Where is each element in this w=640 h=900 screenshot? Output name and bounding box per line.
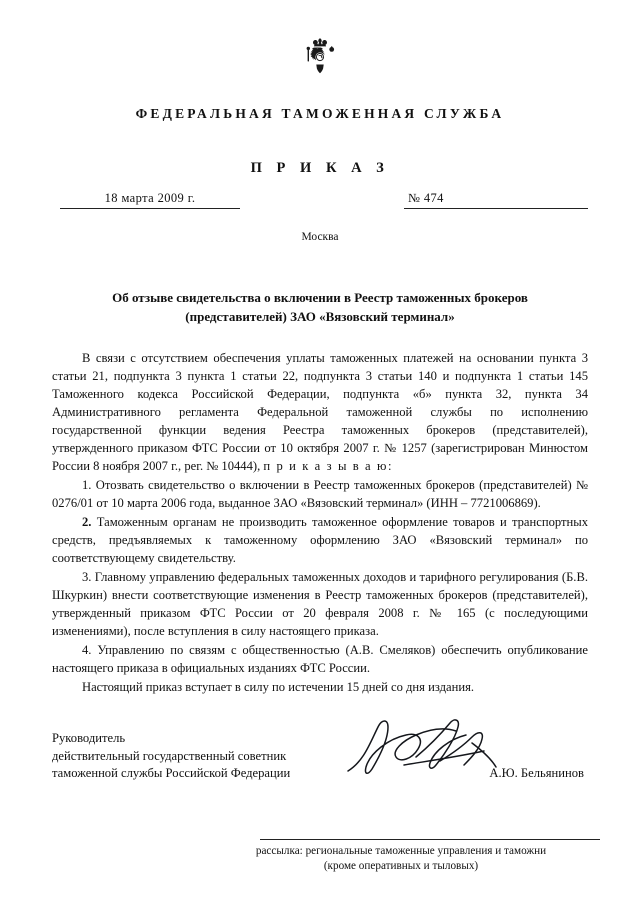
document-type-heading: П Р И К А З [250, 160, 390, 176]
document-date: 18 марта 2009 г. [60, 191, 240, 209]
signature-block [52, 730, 588, 784]
item-4-number: 4. [82, 642, 92, 657]
item-2-text: Таможенным органам не производить таможенное оформление товаров и транспортных средств, предъявляемых к таможенному оформлению ЗАО «Вязовский терминал» по соответствующему свидетельству. [52, 514, 588, 565]
signatory-title-line-1: Руководитель [52, 730, 126, 745]
document-subject [52, 289, 588, 327]
subject-line-2: (представителей) ЗАО «Вязовский терминал» [185, 308, 455, 324]
body-preamble [52, 349, 588, 475]
document-meta-row [52, 191, 588, 225]
preamble-text: В связи с отсутствием обеспечения уплаты таможенных платежей на основании пункта 3 статьи 21, подпункта 3 пункта 1 статьи 22, подпункта 3 статьи 140 и подпункта 1 статьи 145 Таможенного кодекса Российской Федерации, подпункта «б» пункта 32, пункта 34 Административного регламента Федеральной таможенной службы по исполнению государственной функции ведения Реестра таможенных брокеров (представителей), утвержденного приказом ФТС России от 10 октября 2007 г. № 1257 (зарегистрирован Минюстом России 8 ноября 2007 г., рег. № 10444), [52, 350, 588, 473]
subject-line-1: Об отзыве свидетельства о включении в Реестр таможенных брокеров [112, 290, 528, 305]
document-city: Москва [301, 231, 339, 243]
body-item-2 [52, 513, 588, 567]
body-effective-clause: Настоящий приказ вступает в силу по истечении 15 дней со дня издания. [82, 679, 475, 694]
signatory-title [52, 730, 352, 784]
footer-distribution [52, 844, 600, 874]
footer-divider [260, 839, 600, 840]
emblem-container [52, 36, 588, 90]
signatory-title-line-3: таможенной службы Российской Федерации [52, 766, 291, 781]
signatory-name: А.Ю. Бельянинов [489, 766, 584, 781]
item-4-text: Управлению по связям с общественностью (А.В. Смеляков) обеспечить опубликование настоящего приказа в официальных изданиях ФТС России. [52, 642, 588, 675]
document-body [52, 349, 588, 696]
agency-title: ФЕДЕРАЛЬНАЯ ТАМОЖЕННАЯ СЛУЖБА [135, 106, 505, 121]
russian-coat-of-arms-icon [302, 36, 338, 84]
document-footer [52, 839, 600, 874]
item-1-text: Отозвать свидетельство о включении в Реестр таможенных брокеров (представителей) № 0276/01 от 10 марта 2006 года, выданное ЗАО «Вязовский терминал» (ИНН – 7721006869). [52, 477, 588, 510]
footer-line-2: (кроме оперативных и тыловых) [323, 859, 479, 872]
order-word: п р и к а з ы в а ю: [263, 458, 394, 473]
body-item-1 [52, 476, 588, 512]
item-3-number: 3. [82, 569, 92, 584]
handwritten-signature-icon [344, 713, 504, 791]
body-item-4 [52, 641, 588, 677]
item-3-text: Главному управлению федеральных таможенных доходов и тарифного регулирования (Б.В. Шкуркин) внести соответствующие изменения в Реестр таможенных брокеров (представителей), утвержденный приказом ФТС России от 20 февраля 2008 г. № 165 (с последующими изменениями), после вступления в силу настоящего приказа. [52, 569, 588, 638]
item-2-number: 2. [82, 514, 92, 529]
signatory-title-line-2: действительный государственный советник [52, 748, 287, 763]
footer-line-1: рассылка: региональные таможенные управления и таможни [255, 844, 547, 857]
document-number: № 474 [404, 191, 588, 209]
body-item-3 [52, 568, 588, 640]
item-1-number: 1. [82, 477, 92, 492]
